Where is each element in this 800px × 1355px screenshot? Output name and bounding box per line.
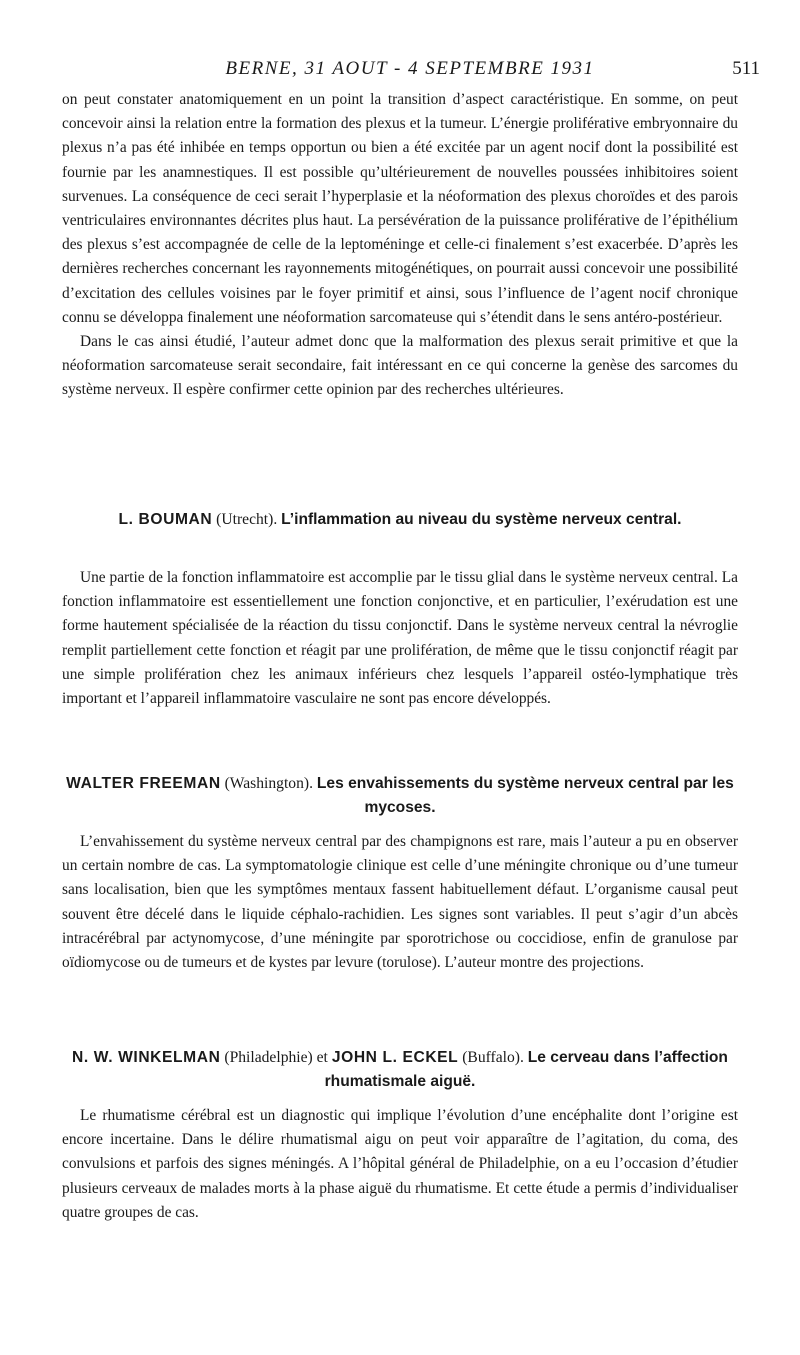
abstract-title: Les envahissements du système nerveux central par les mycoses.: [316, 775, 734, 816]
abstract-body-bouman: [62, 566, 738, 711]
author-place: (Philadelphie): [224, 1049, 313, 1066]
abstract-title: L’inflammation au niveau du système nerveux central.: [281, 511, 682, 528]
paragraph: Dans le cas ainsi étudié, l’auteur admet donc que la malformation des plexus serait primitive et que la néoformation sarcomateuse serait secondaire, fait intéressant en ce qui concerne la genèse des sarcomes du système nerveux. Il espère confirmer cette opinion par des recherches ultérieures.: [62, 333, 738, 399]
running-head-title: BERNE, 31 AOUT - 4 SEPTEMBRE 1931: [225, 58, 595, 79]
section-continued-text: [62, 88, 738, 403]
author-place: (Utrecht).: [216, 511, 278, 528]
conjunction: et: [316, 1049, 328, 1066]
author-name: JOHN L. ECKEL: [331, 1049, 459, 1066]
author-place: (Buffalo).: [462, 1049, 524, 1066]
author-name: N. W. WINKELMAN: [72, 1049, 221, 1066]
paragraph: Une partie de la fonction inflammatoire est accomplie par le tissu glial dans le système nerveux central. La fonction inflammatoire est essentiellement une fonction conjonctive, et en particulier, l’exérudation est une forme hautement spécialisée de la réaction du tissu conjonctif. Dans le système nerveux central la névroglie remplit partiellement cette fonction et réagit par une prolifération, de même que le tissu conjonctif réagit par une simple prolifération chez les animaux inférieurs chez lesquels l’appareil ostéo-lymphatique très important et l’appareil inflammatoire vasculaire ne sont pas encore développés.: [62, 569, 738, 708]
page-number: 511: [732, 58, 760, 79]
author-name: WALTER FREEMAN: [66, 775, 221, 792]
author-name: L. BOUMAN: [118, 511, 213, 528]
abstract-heading-bouman: [62, 508, 738, 532]
paragraph: L’envahissement du système nerveux central par des champignons est rare, mais l’auteur a pu en observer un certain nombre de cas. La symptomatologie clinique est celle d’une méningite chronique ou d’une tumeur sans localisation, bien que les symptômes mentaux fassent habituellement défaut. L’organisme causal peut souvent être décelé dans le liquide céphalo-rachidien. Les signes sont variables. Il peut s’agir d’un abcès intracérébral par actynomycose, d’une méningite par sporotrichose ou coccidiose, enfin de granulose par oïdiomycose ou de tumeurs et de kystes par levure (torulose). L’auteur montre des projections.: [62, 833, 738, 972]
paragraph: on peut constater anatomiquement en un point la transition d’aspect caractéristique. En somme, on peut concevoir ainsi la relation entre la formation des plexus et la tumeur. L’énergie proliférative embryonnaire du plexus n’a pas été inhibée en temps opportun ou bien a été excitée par un agent nocif dont la possibilité est fournie par les anamnestiques. Il est possible qu’ultérieurement de nouvelles poussées inhibitoires soient survenues. La conséquence de ceci serait l’hyperplasie et la néoformation des plexus choroïdes et des parois ventriculaires environnantes décrites plus haut. La persévération de la puissance proliférative de l’épithélium des plexus s’est accompagnée de celle de la leptoméninge et celle-ci finalement s’est exacerbée. D’après les dernières recherches concernant les rayonnements mitogénétiques, on pourrait aussi concevoir une possibilité d’excitation des cellules voisines par le foyer primitif et ainsi, sous l’influence de l’agent nocif chronique connu se développa finalement une néoformation sarcomateuse qui s’étendit dans le sens antéro-postérieur.: [62, 91, 738, 326]
paragraph: Le rhumatisme cérébral est un diagnostic qui implique l’évolution d’une encéphalite dont l’origine est encore incertaine. Dans le délire rhumatismal aigu on peut voir apparaître de l’agitation, du coma, des convulsions et parfois des signes méningés. A l’hôpital général de Philadelphie, on a eu l’occasion d’étudier plusieurs cerveaux de malades morts à la phase aiguë du rhumatisme. Et cette étude a permis d’individualiser quatre groupes de cas.: [62, 1107, 738, 1221]
author-place: (Washington).: [224, 775, 313, 792]
abstract-heading-winkelman-eckel: [62, 1046, 738, 1094]
abstract-title: Le cerveau dans l’affection rhumatismale aiguë.: [324, 1049, 728, 1090]
abstract-body-freeman: [62, 830, 738, 975]
abstract-body-winkelman-eckel: [62, 1104, 738, 1225]
abstract-heading-freeman: [62, 772, 738, 820]
running-head: [60, 58, 760, 82]
